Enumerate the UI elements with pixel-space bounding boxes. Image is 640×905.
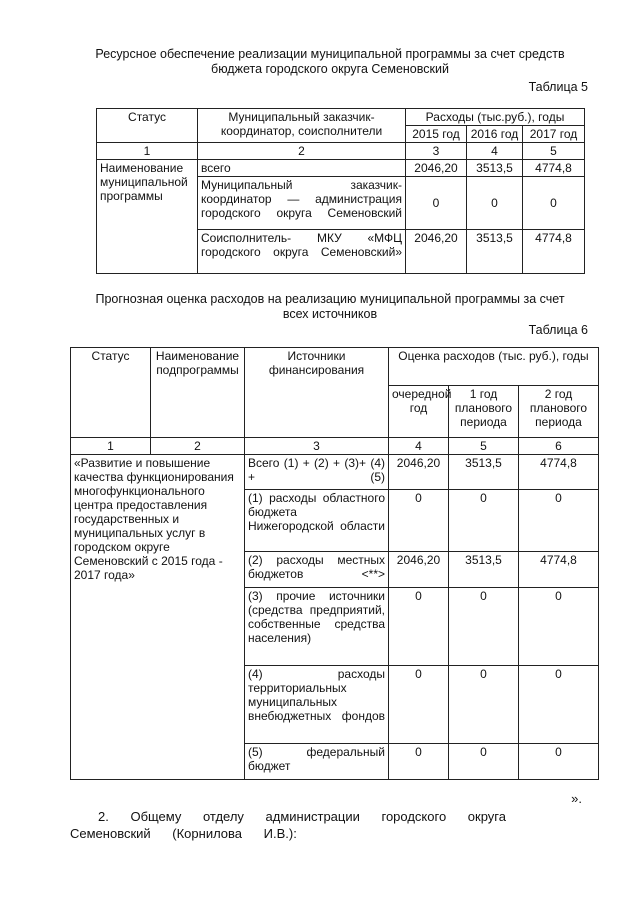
t5-col-number: 1: [97, 143, 198, 160]
t5-row-label: Муниципальный заказчик-координатор — администрация городского округа Семеновский: [198, 177, 406, 230]
t6-value: 2046,20: [389, 455, 449, 490]
t5-value: 2046,20: [406, 230, 467, 274]
t6-col-number: 5: [449, 438, 519, 455]
t6-value: 3513,5: [449, 552, 519, 588]
t6-value: 0: [519, 666, 599, 744]
t6-value: 0: [389, 666, 449, 744]
t5-value: 0: [467, 177, 523, 230]
t5-header-year: 2016 год: [467, 126, 523, 143]
t6-row-label: (3) прочие источники (средства предприятий, собственные средства населения): [245, 588, 389, 666]
t5-value: 3513,5: [467, 160, 523, 177]
table5-number: Таблица 5: [528, 80, 588, 94]
t6-header-period: 1 год планового периода: [449, 386, 519, 438]
t5-row-label: всего: [198, 160, 406, 177]
t6-value: 0: [449, 744, 519, 780]
t5-col-number: 5: [523, 143, 585, 160]
table5-title-line1: Ресурсное обеспечение реализации муниципальной программы за счет средств: [95, 47, 565, 61]
table6-number: Таблица 6: [528, 323, 588, 337]
t5-col-number: 3: [406, 143, 467, 160]
t6-value: 0: [519, 744, 599, 780]
t5-value: 4774,8: [523, 230, 585, 274]
t6-header-period: 2 год планового периода: [519, 386, 599, 438]
t6-row-label: Всего (1) + (2) + (3)+ (4) + (5): [245, 455, 389, 490]
table5-title-line2: бюджета городского округа Семеновский: [211, 62, 449, 76]
t5-value: 0: [406, 177, 467, 230]
table6-title-line2: всех источников: [282, 307, 378, 321]
t6-value: 4774,8: [519, 455, 599, 490]
t6-row-label: (1) расходы областного бюджета Нижегородской области: [245, 490, 389, 552]
table-row: [71, 455, 599, 490]
t6-value: 0: [519, 588, 599, 666]
t5-value: 0: [523, 177, 585, 230]
t6-row-label: (5) федеральный бюджет: [245, 744, 389, 780]
t6-value: 0: [389, 588, 449, 666]
t6-col-number: 1: [71, 438, 151, 455]
t5-header-customer: Муниципальный заказчик-координатор, соисполнители: [198, 109, 406, 143]
t6-row-label: (4) расходы территориальных муниципальных внебюджетных фондов: [245, 666, 389, 744]
t5-header-costs: Расходы (тыс.руб.), годы: [406, 109, 585, 126]
paragraph-text: [70, 808, 585, 842]
t6-value: 0: [449, 490, 519, 552]
t6-value: 0: [389, 744, 449, 780]
t6-header-sources: Источники финансирования: [245, 348, 389, 438]
t5-col-number: 2: [198, 143, 406, 160]
t5-header-status: Статус: [97, 109, 198, 143]
table5: [96, 108, 585, 274]
t5-header-year: 2017 год: [523, 126, 585, 143]
t6-value: 3513,5: [449, 455, 519, 490]
t6-header-status: Статус: [71, 348, 151, 438]
t6-header-estimate: Оценка расходов (тыс. руб.), годы: [389, 348, 599, 386]
t5-col-number: 4: [467, 143, 523, 160]
paragraph-body: 2. Общему отделу администрации городского округа Семеновский (Корнилова И.В.):: [70, 809, 506, 841]
t6-value: 0: [519, 490, 599, 552]
t6-value: 2046,20: [389, 552, 449, 588]
table6: [70, 347, 599, 780]
table6-title-line1: Прогнозная оценка расходов на реализацию муниципальной программы за счет: [95, 292, 565, 306]
t6-header-period: очередной год: [389, 386, 449, 438]
closing-quote: ».: [571, 791, 582, 806]
table-row: [97, 160, 585, 177]
t6-value: 0: [449, 666, 519, 744]
t5-value: 2046,20: [406, 160, 467, 177]
t5-status-cell: Наименование муниципальной программы: [97, 160, 198, 274]
t6-program-name: «Развитие и повышение качества функционирования многофункционального центра предоставления государственных и муниципальных услуг в городском округе Семеновский с 2015 года - 2017 года»: [71, 455, 245, 780]
t6-value: 4774,8: [519, 552, 599, 588]
t6-value: 0: [389, 490, 449, 552]
t6-row-label: (2) расходы местных бюджетов <**>: [245, 552, 389, 588]
t6-col-number: 6: [519, 438, 599, 455]
t5-row-label: Соисполнитель- МКУ «МФЦ городского округа Семеновский»: [198, 230, 406, 274]
t6-col-number: 4: [389, 438, 449, 455]
t5-header-year: 2015 год: [406, 126, 467, 143]
table6-title: [60, 292, 600, 322]
table5-title: [60, 47, 600, 77]
t6-value: 0: [449, 588, 519, 666]
t5-value: 4774,8: [523, 160, 585, 177]
t5-value: 3513,5: [467, 230, 523, 274]
t6-col-number: 3: [245, 438, 389, 455]
t6-header-subprogram: Наименование подпрограммы: [151, 348, 245, 438]
t6-col-number: 2: [151, 438, 245, 455]
